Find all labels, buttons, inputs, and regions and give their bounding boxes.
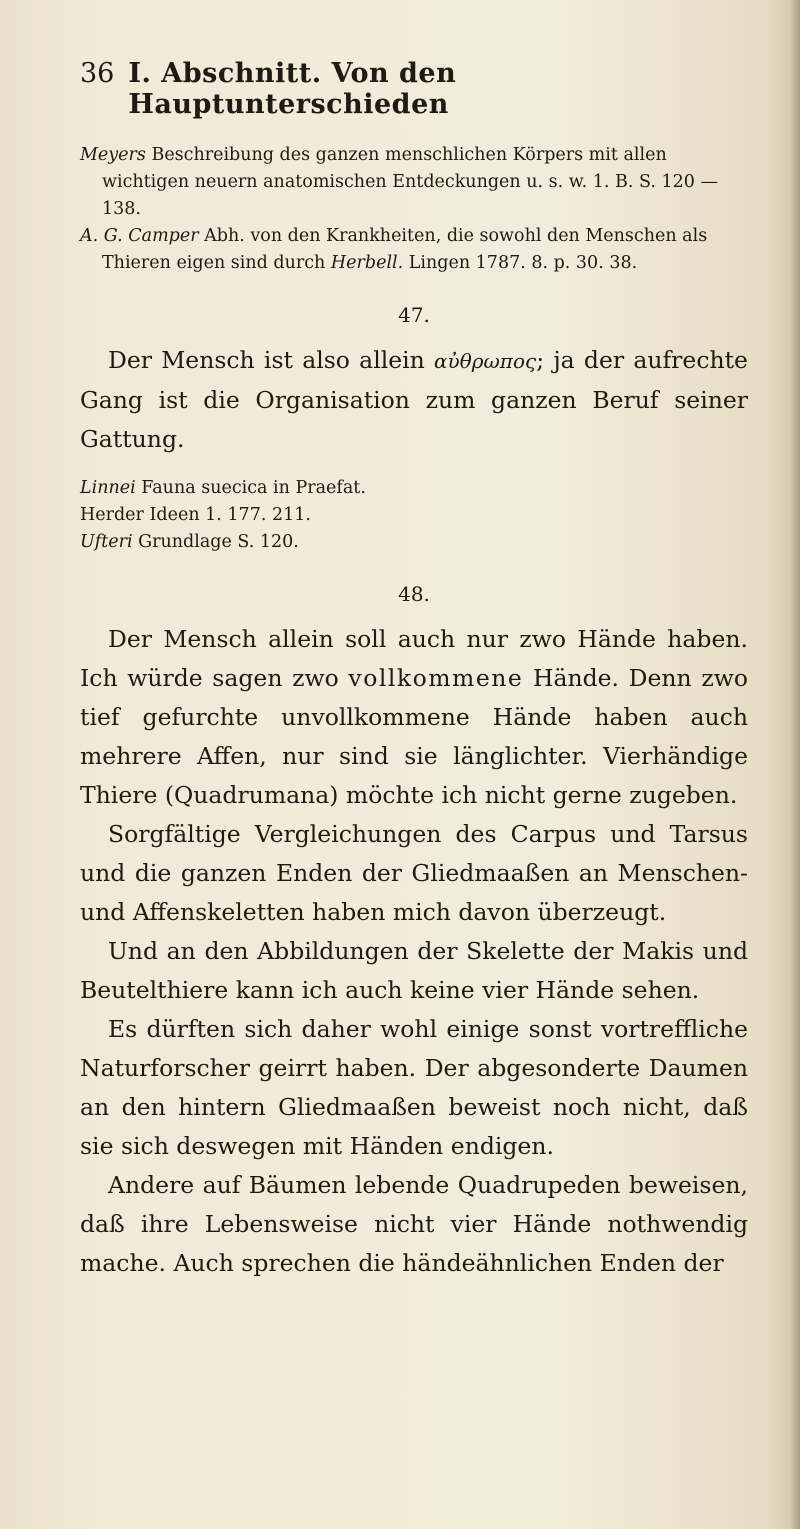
paragraph-text: Der Mensch ist also allein [108,346,425,374]
paragraph-text: Hände. Denn zwo tief gefurchte unvollkommene Hände haben auch mehrere Affen, nur sind sie länglichter. Vierhändige Thiere (Quadrumana) möchte ich nicht gerne zugeben. [80,664,748,809]
reference-item [80,529,748,556]
page-number: 36 [80,58,115,89]
paragraph-47 [80,341,748,459]
reference-text: Fauna suecica in Praefat. [141,478,366,498]
references-top [80,142,748,277]
greek-word: αὐθρωπος [434,349,537,373]
reference-author: A. G. Camper [80,226,199,246]
reference-author: Linnei [80,478,136,498]
spaced-word: vollkommene [348,664,524,692]
running-title: I. Abschnitt. Von den Hauptunterschieden [128,58,457,120]
reference-text: Ideen 1. 177. 211. [149,505,311,525]
section-number-47: 47. [398,303,430,327]
references-47 [80,475,748,556]
paragraph-48-4: Es dürften sich daher wohl einige sonst vortreffliche Naturforscher geirrt haben. Der abgesonderte Daumen an den hintern Gliedmaaßen beweist noch nicht, daß sie sich deswegen mit Händen endigen. [80,1015,748,1160]
paragraph-text: ; ja der aufrechte Gang ist die Organisation zum ganzen Beruf seiner Gattung. [80,346,748,453]
reference-text: Abh. von den Krankheiten, die sowohl den Menschen als Thieren eigen sind durch [102,226,708,273]
reference-item [80,223,748,277]
reference-item [80,502,748,529]
reference-author: Ufteri [80,532,133,552]
running-header [80,58,748,120]
paragraph-48-1 [80,620,748,815]
paragraph-text: Der Mensch allein soll auch nur zwo Hände haben. Ich würde sagen zwo [80,625,748,692]
reference-author: Meyers [80,145,146,165]
reference-text: Grundlage S. 120. [138,532,299,552]
paragraph-48-2: Sorgfältige Vergleichungen des Carpus und Tarsus und die ganzen Enden der Gliedmaaßen an Menschen- und Affenskeletten haben mich davon überzeugt. [80,820,748,926]
section-number-48: 48. [398,582,430,606]
reference-italic: Herbell. [330,253,404,273]
reference-author: Herder [80,505,144,525]
paragraph-48-3: Und an den Abbildungen der Skelette der Makis und Beutelthiere kann ich auch keine vier Hände sehen. [80,937,748,1004]
reference-text: Beschreibung des ganzen menschlichen Körpers mit allen wichtigen neuern anatomischen Entdeckungen u. s. w. 1. B. S. 120 — 138. [102,145,718,219]
reference-item [80,475,748,502]
page-edge-shadow [790,0,800,1529]
paragraph-48-5: Andere auf Bäumen lebende Quadrupeden beweisen, daß ihre Lebensweise nicht vier Hände nothwendig mache. Auch sprechen die händeähnlichen Enden der [80,1171,748,1277]
reference-tail: Lingen 1787. 8. p. 30. 38. [408,253,638,273]
reference-item [80,142,748,223]
